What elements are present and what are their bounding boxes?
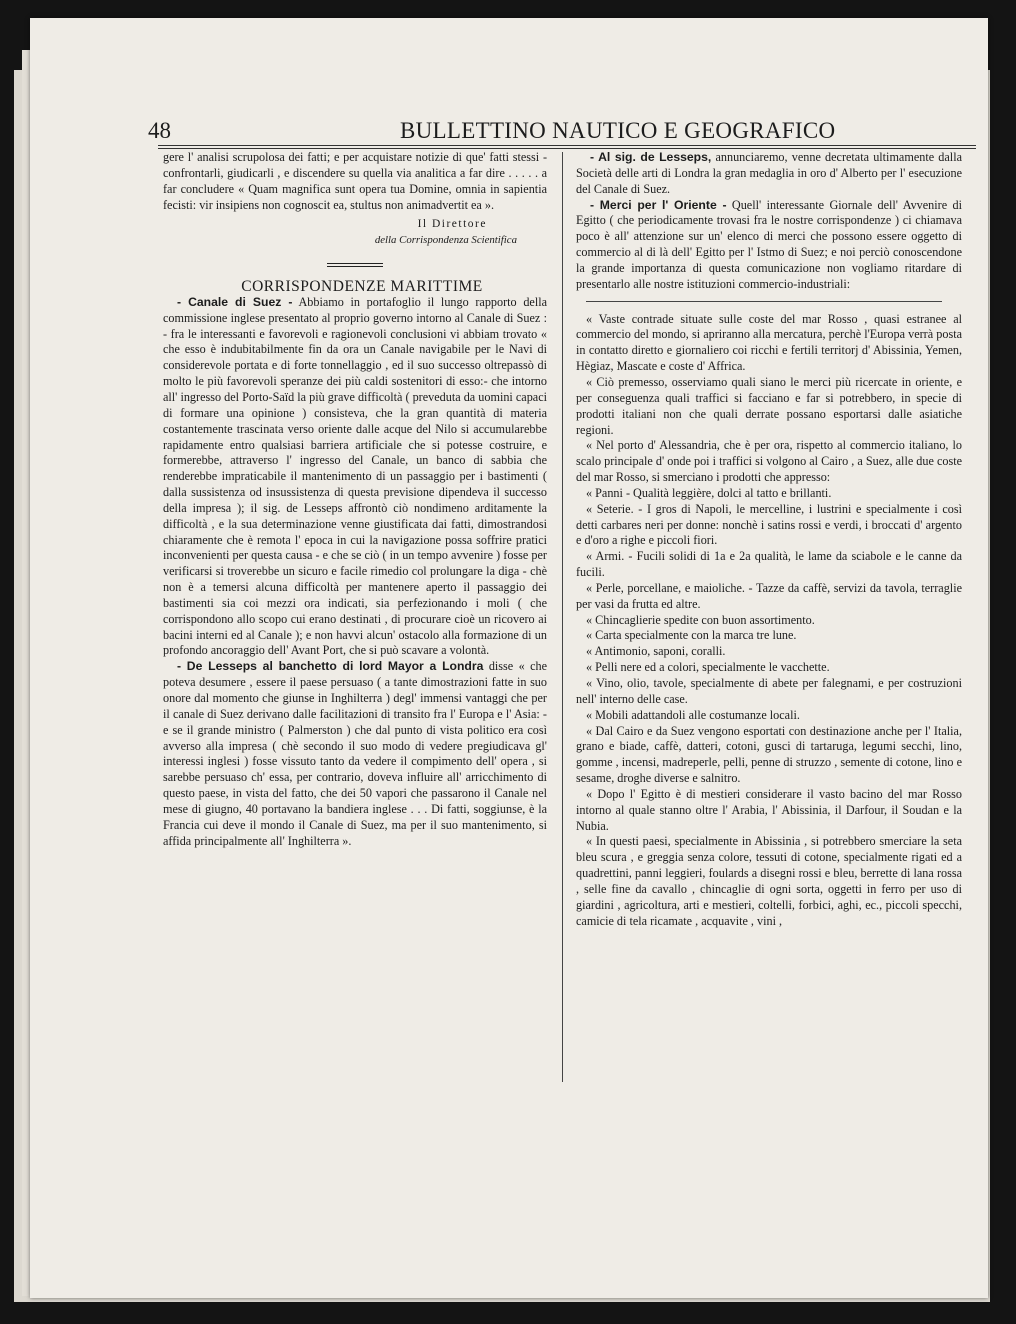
article-de-lesseps-banchetto: [163, 659, 547, 849]
quote-paragraph: « Nel porto d' Alessandria, che è per ora, rispetto al commercio italiano, lo scalo principale d' onde poi i traffici si volgono al Cairo , a Suez, alle due coste del mar Rosso, si smerciano i prodotti che appresso:: [576, 438, 962, 485]
section-title: CORRISPONDENZE MARITTIME: [241, 278, 483, 296]
section-divider: [327, 263, 383, 267]
quote-paragraph: « Dopo l' Egitto è di mestieri considerare il vasto bacino del mar Rosso intorno al quale stanno oltre l' Arabia, l' Abissinia, il Darfour, il Soudan e la Nubia.: [576, 786, 962, 833]
signature-organization: della Corrispondenza Scientifica: [374, 234, 517, 247]
goods-item: « Perle, porcellane, e maioliche. - Tazze da caffè, servizi da tavola, terraglie per vasi da frutta ed altre.: [576, 580, 962, 611]
quote-rule: [586, 301, 942, 302]
goods-item: « Armi. - Fucili solidi di 1a e 2a qualità, le lame da sciabole e le canne da fucili.: [576, 549, 962, 580]
article-medaglia: [576, 150, 962, 198]
quote-paragraph: « Dal Cairo e da Suez vengono esportati con destinazione anche per l' Italia, grano e biade, caffè, datteri, cotoni, gusci di tartaruga, legumi secchi, lino, gomme , incensi, madreperle, pelli, penne di struzzo , semente di cotone, lino e sesame, droghe diverse e salnitro.: [576, 723, 962, 786]
quote-paragraph: « In questi paesi, specialmente in Abissinia , si potrebbero smerciare la seta bleu scura , e greggia senza colore, tessuti di cotone, specialmente rigati ed a quadrettini, panni leggieri, foulards a disegni rossi e bleu, berrette di lana rossa , selle fine da cavallo , chincaglie di ogni sorta, oggetti in ferro per uso di giardini , agricoltura, arti e mestieri, coltelli, forbici, aghi, ec., piccoli specchi, camicie di tela ricamate , acquavite , vini ,: [576, 834, 962, 928]
article-body: Abbiamo in portafoglio il lungo rapporto della commissione inglese presentato al proprio governo intorno al Canale di Suez : - fra le interessanti e favorevoli e ragionevoli conclusioni vi abbiam trovato « che esso è indubitabilmente fin da ora un Canale navigabile per le Navi di considerevole portata e di forte tonnellaggio , ed il suo successo oltrepassò di molto le più favorevoli speranze dei più caldi sostenitori di esso:- che intorno all' ingresso del Porto-Saïd la più grave difficoltà ( preveduta da uomini capaci di formare una opinione ) consisteva, che la gran quantità di materia costantemente trascinata verso oriente dalle acque del Nilo si accumularebbe rapidamente entro qualsiasi barriera artificiale che si potesse costruire, e formerebbe, attraverso l' ingresso del Canale, un banco di sabbia che renderebbe impraticabile il mantenimento di un passaggio per i bastimenti ( dalla sussistenza od insussistenza di questa previsione dipendeva il successo della impresa ); il sig. de Lesseps affrontò ciò nondimeno arditamente la difficoltà , e la sua determinazione venne giustificata dai fatti, dimostrandosi chiaramente che è remota l' epoca in cui la navigazione possa soffrire pratici inconvenienti per questa causa - e che se ciò ( in un tempo avvenire ) fosse per verificarsi si troverebbe un sicuro e facile rimedio col prolungare la diga - chè non è a temersi alcuna difficoltà per mantenere aperto il passaggio dei bastimenti sia coi mezzi ora indicati, sia perfezionando i moli ( che corrispondono allo scopo cui erano destinati , di procurare cioè un ricovero ai bacini interni ed al Canale ); e non havvi alcun' ostacolo alla formazione di un profondo ancoraggio dell' Avant Port, che si può scavare a volontà.: [163, 294, 548, 658]
article-body: Quell' interessante Giornale dell' Avvenire di Egitto ( che periodicamente trovasi fra le nostre corrispondenze ) ci chiamava poco è all' attenzione sur un' elenco di merci che possono essere oggetto di commercio al di là dell' Egitto per l' Istmo di Suez; e noi perciò conoscendone la grande importanza di questa comunicazione non vogliamo ritardare di presentarlo alle nostre istituzioni commercio-industriali:: [576, 197, 962, 291]
goods-item: « Antimonio, saponi, coralli.: [586, 644, 726, 659]
quote-paragraph: « Vaste contrade situate sulle coste del mar Rosso , quasi estranee al commercio del mondo, si apriranno alla mercatura, perchè l'Europa verrà posta in contatto diretto e giornaliero coi ricchi e fertili territorj d' Abissinia, Yemen, Hègiaz, Mascate e coste d' Affrica.: [576, 311, 962, 374]
goods-item: « Carta specialmente con la marca tre lune.: [586, 628, 797, 643]
intro-paragraph: gere l' analisi scrupolosa dei fatti; e per acquistare notizie di que' fatti stessi - confrontarli, giudicarli , e discendere su quella via analitica a far dire . . . . . a far concludere « Quam magnifica sunt opera tua Domine, omnia in sapientia fecisti: vir insipiens non cognoscit ea, stultus non animadvertit ea ».: [163, 150, 547, 212]
header-rule-top: [158, 145, 976, 146]
signature-name: Il Direttore: [417, 218, 487, 231]
header-rule-bottom: [158, 148, 976, 149]
article-canale-suez: [163, 295, 547, 659]
article-body: disse « che poteva desumere , essere il paese persuaso ( a tante dimostrazioni fatte in suo onore dal momento che giunse in Inghilterra ) degl' immensi vantaggi che per il canale di Suez derivano dalle facilitazioni di transito fra l' Europa e l' Asia: - e se il grande ministro ( Palmerston ) che dal punto di vista politico era così avverso alla impresa ( chè secondo il suo modo di vedere pregiudicava gl' interessi inglesi ) fosse vissuto tanto da vedere il compimento dell' opera , si sarebbe persuaso ch' essa, per contrario, doveva influire all' arricchimento di questo paese, in vista del fatto, che dei 50 vapori che passarono il Canale nel mese di giugno, 40 portavano la bandiera inglese . . . Di fatti, soggiunse, è la Francia cui deve il mondo il Canale di Suez, ma per il suo mantenimento, si affida principalmente all' Inghilterra ».: [163, 659, 548, 848]
goods-item: « Panni - Qualità leggière, dolci al tatto e brillanti.: [586, 485, 832, 500]
journal-title: BULLETTINO NAUTICO E GEOGRAFICO: [400, 118, 836, 143]
article-heading: - De Lesseps al banchetto di lord Mayor a Londra: [177, 659, 484, 674]
page-number: 48: [148, 118, 171, 143]
article-heading: - Canale di Suez -: [177, 294, 293, 309]
goods-item: « Chincaglierie spedite con buon assortimento.: [586, 612, 815, 627]
quote-paragraph: « Ciò premesso, osserviamo quali siano le merci più ricercate in oriente, e per conseguenza quali traffici si facciano e far si potrebbero, in specie di prodotti italiani non che quali derrate possano esportarsi dalle asiatiche regioni.: [576, 374, 962, 437]
article-merci-oriente: [576, 198, 962, 293]
right-column: [576, 150, 962, 930]
goods-item: « Seterie. - I gros di Napoli, le mercelline, i lustrini e specialmente i così detti carbares neri per donne: nonchè i satins rossi e verdi, i broccati d' argento e d'oro a righe e piccoli fiori.: [576, 501, 962, 548]
article-body: annunciaremo, venne decretata ultimamente dalla Società delle arti di Londra la gran medaglia in oro d' Alberto per l' esecuzione del Canale di Suez.: [576, 150, 962, 196]
goods-item: « Vino, olio, tavole, specialmente di abete per falegnami, e per costruzioni nell' interno delle case.: [576, 676, 962, 706]
goods-item: « Pelli nere ed a colori, specialmente le vacchette.: [586, 660, 830, 675]
page-header: [128, 100, 988, 143]
article-heading: - Merci per l' Oriente -: [590, 197, 727, 212]
column-divider: [562, 152, 563, 1082]
article-heading: - Al sig. de Lesseps,: [590, 150, 712, 164]
goods-item: « Mobili adattandoli alle costumanze locali.: [586, 707, 800, 722]
left-column: [163, 150, 547, 849]
